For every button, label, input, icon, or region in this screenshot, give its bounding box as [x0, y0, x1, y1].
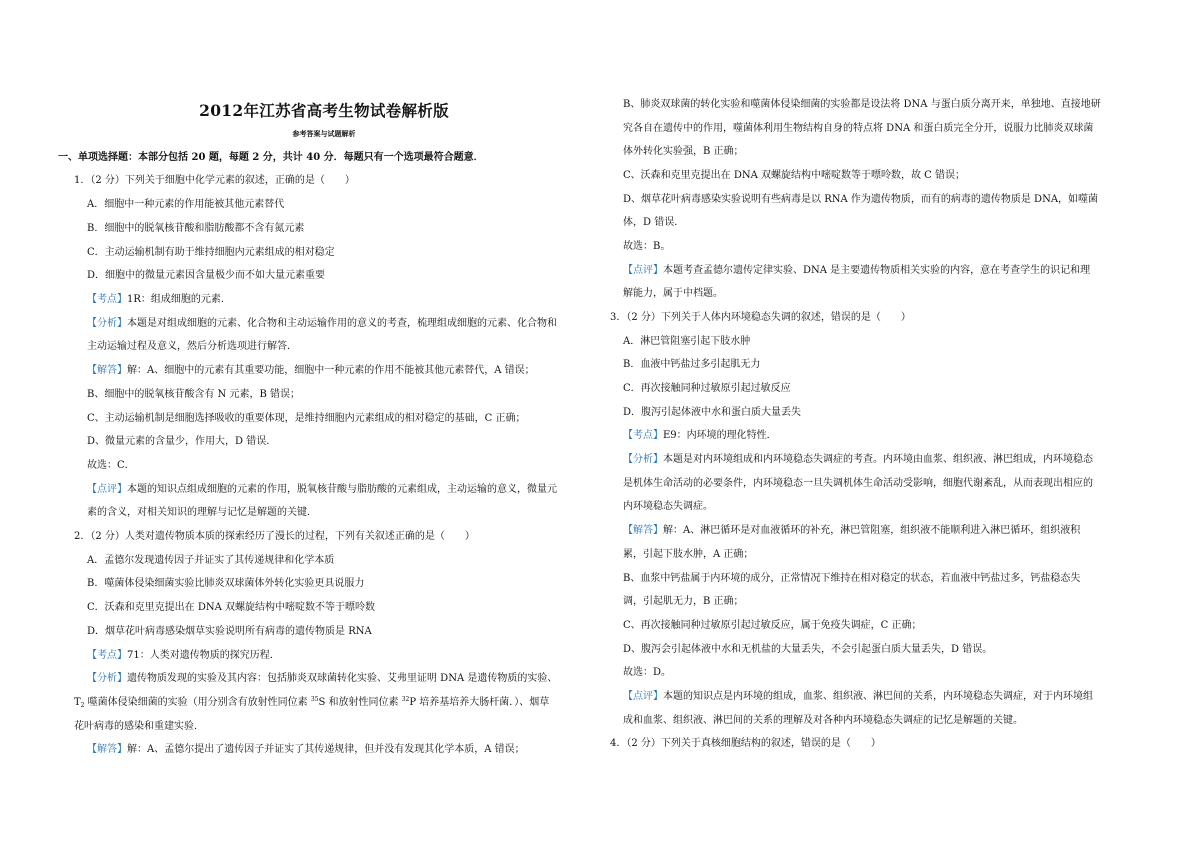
question-1-kaodian: 【考点】1R：组成细胞的元素． [87, 294, 231, 305]
question-2-option-a: A．孟德尔发现遗传因子并证实了其传递规律和化学本质 [87, 555, 335, 566]
question-2-stem: 2．（2 分）人类对遗传物质本质的探索经历了漫长的过程，下列有关叙述正确的是（ ） [74, 531, 475, 542]
question-1-stem: 1．（2 分）下列关于细胞中化学元素的叙述，正确的是（ ） [74, 175, 355, 186]
question-3-fenxi-cont: 是机体生命活动的必要条件，内环境稳态一旦失调机体生命活动受影响，细胞代谢紊乱，从而表现出相应的 [623, 478, 1093, 489]
question-2-jieda-c: C、沃森和克里克提出在 DNA 双螺旋结构中嘧啶数等于嘌呤数，故 C 错误； [623, 170, 966, 181]
jieda-tag: 【解答】 [87, 365, 127, 376]
question-2-option-c: C．沃森和克里克提出在 DNA 双螺旋结构中嘧啶数不等于嘌呤数 [87, 602, 375, 613]
question-3-option-a: A．淋巴管阻塞引起下肢水肿 [623, 336, 751, 347]
question-3-fenxi-cont2: 内环境稳态失调症。 [623, 501, 713, 512]
dianping-tag: 【点评】 [87, 484, 127, 495]
question-2-kaodian: 【考点】71：人类对遗传物质的探究历程． [87, 650, 280, 661]
question-3-jieda-b: B、血浆中钙盐属于内环境的成分，正常情况下维持在相对稳定的状态，若血液中钙盐过多，钙盐稳态失 [623, 573, 1081, 584]
question-3-jieda-d: D、腹泻会引起体液中水和无机盐的大量丢失，不会引起蛋白质大量丢失，D 错误。 [623, 644, 993, 655]
question-1-option-a: A．细胞中一种元素的作用能被其他元素替代 [87, 199, 285, 210]
question-1-dianping-cont: 素的含义，对相关知识的理解与记忆是解题的关键． [87, 507, 317, 518]
question-1-jieda-d: D、微量元素的含量少，作用大，D 错误． [87, 436, 277, 447]
question-3-dianping-cont: 成和血浆、组织液、淋巴间的关系的理解及对各种内环境稳态失调症的记忆是解题的关键。 [623, 715, 1023, 726]
question-1-fenxi-cont: 主动运输过程及意义，然后分析选项进行解答． [87, 341, 297, 352]
page-subtitle: 参考答案与试题解析 [292, 129, 356, 138]
page-title: 2012年江苏省高考生物试卷解析版 [199, 101, 449, 120]
question-2-jieda-d-cont: 体，D 错误． [623, 217, 685, 228]
question-3-answer: 故选：D。 [623, 667, 672, 678]
question-1-option-c: C．主动运输机制有助于维持细胞内元素组成的相对稳定 [87, 247, 335, 258]
question-1-answer: 故选：C． [87, 460, 135, 471]
question-1-option-d: D．细胞中的微量元素因含量极少而不如大量元素重要 [87, 270, 326, 281]
question-3-option-b: B．血液中钙盐过多引起肌无力 [623, 359, 761, 370]
question-1-jieda: 【解答】解：A、细胞中的元素有其重要功能，细胞中一种元素的作用不能被其他元素替代，A 错误； [87, 365, 535, 376]
question-2-fenxi: 【分析】遗传物质发现的实验及其内容：包括肺炎双球菌转化实验、艾弗里证明 DNA 是遗传物质的实验、 [87, 673, 558, 684]
question-1-fenxi: 【分析】本题是对组成细胞的元素、化合物和主动运输作用的意义的考查，梳理组成细胞的元素、化合物和 [87, 318, 557, 329]
question-2-answer: 故选：B。 [623, 241, 671, 252]
question-1-dianping: 【点评】本题的知识点组成细胞的元素的作用，脱氧核苷酸与脂肪酸的元素组成，主动运输的意义，微量元 [87, 484, 557, 495]
question-2-jieda: 【解答】解：A、孟德尔提出了遗传因子并证实了其传递规律，但并没有发现其化学本质，A 错误； [87, 744, 525, 755]
question-3-option-c: C．再次接触同种过敏原引起过敏反应 [623, 383, 791, 394]
question-3-option-d: D．腹泻引起体液中水和蛋白质大量丢失 [623, 407, 802, 418]
question-3-kaodian: 【考点】E9：内环境的理化特性． [623, 430, 777, 441]
question-1-jieda-b: B、细胞中的脱氧核苷酸含有 N 元素，B 错误； [87, 389, 300, 400]
kaodian-tag: 【考点】 [87, 294, 127, 305]
question-2-dianping: 【点评】本题考查孟德尔遗传定律实验、DNA 是主要遗传物质相关实验的内容，意在考查学生的识记和理 [623, 265, 1091, 276]
fenxi-tag: 【分析】 [87, 318, 127, 329]
question-2-jieda-b-cont: 究各自在遗传中的作用，噬菌体利用生物结构自身的特点将 DNA 和蛋白质完全分开，说服力比肺炎双球菌 [623, 123, 1094, 134]
question-2-dianping-cont: 解能力，属于中档题。 [623, 288, 723, 299]
question-3-stem: 3．（2 分）下列关于人体内环境稳态失调的叙述，错误的是（ ） [610, 312, 911, 323]
question-1-option-b: B．细胞中的脱氧核苷酸和脂肪酸都不含有氮元素 [87, 223, 305, 234]
question-2-option-b: B．噬菌体侵染细菌实验比肺炎双球菌体外转化实验更具说服力 [87, 578, 365, 589]
question-2-fenxi-cont2: 花叶病毒的感染和重建实验． [74, 721, 204, 732]
question-2-jieda-d: D、烟草花叶病毒感染实验说明有些病毒是以 RNA 作为遗传物质，而有的病毒的遗传物质是 DNA，如噬菌 [623, 194, 1099, 205]
question-3-dianping: 【点评】本题的知识点是内环境的组成，血浆、组织液、淋巴间的关系，内环境稳态失调症，对于内环境组 [623, 691, 1093, 702]
question-3-jieda-b-cont: 调，引起肌无力，B 正确； [623, 596, 744, 607]
question-3-fenxi: 【分析】本题是对内环境组成和内环境稳态失调症的考查。内环境由血浆、组织液、淋巴组成，内环境稳态 [623, 454, 1093, 465]
question-3-jieda-c: C、再次接触同种过敏原引起过敏反应，属于免疫失调症，C 正确； [623, 620, 922, 631]
question-2-jieda-b: B、肺炎双球菌的转化实验和噬菌体侵染细菌的实验都是设法将 DNA 与蛋白质分离开来，单独地、直接地研 [623, 99, 1101, 110]
question-3-jieda-a-cont: 累，引起下肢水肿，A 正确； [623, 549, 754, 560]
question-2-fenxi-cont: $T_2$ 噬菌体侵染细菌的实验（用分别含有放射性同位素 $^{35}$S 和放射性同位素 $^{32}$P 培养基培养大肠杆菌．）、烟草 [74, 696, 550, 709]
question-3-jieda: 【解答】解：A、淋巴循环是对血液循环的补充，淋巴管阻塞，组织液不能顺利进入淋巴循环，组织液积 [623, 525, 1081, 536]
question-4-stem: 4．（2 分）下列关于真核细胞结构的叙述，错误的是（ ） [610, 738, 881, 749]
section-heading: 一、单项选择题：本部分包括 20 题，每题 2 分，共计 40 分．每题只有一个选项最符合题意． [58, 152, 484, 163]
question-2-jieda-b-cont2: 体外转化实验强，B 正确； [623, 146, 744, 157]
question-2-option-d: D．烟草花叶病毒感染烟草实验说明所有病毒的遗传物质是 RNA [87, 626, 372, 637]
question-1-jieda-c: C、主动运输机制是细胞选择吸收的重要体现，是维持细胞内元素组成的相对稳定的基础，C 正确； [87, 413, 526, 424]
